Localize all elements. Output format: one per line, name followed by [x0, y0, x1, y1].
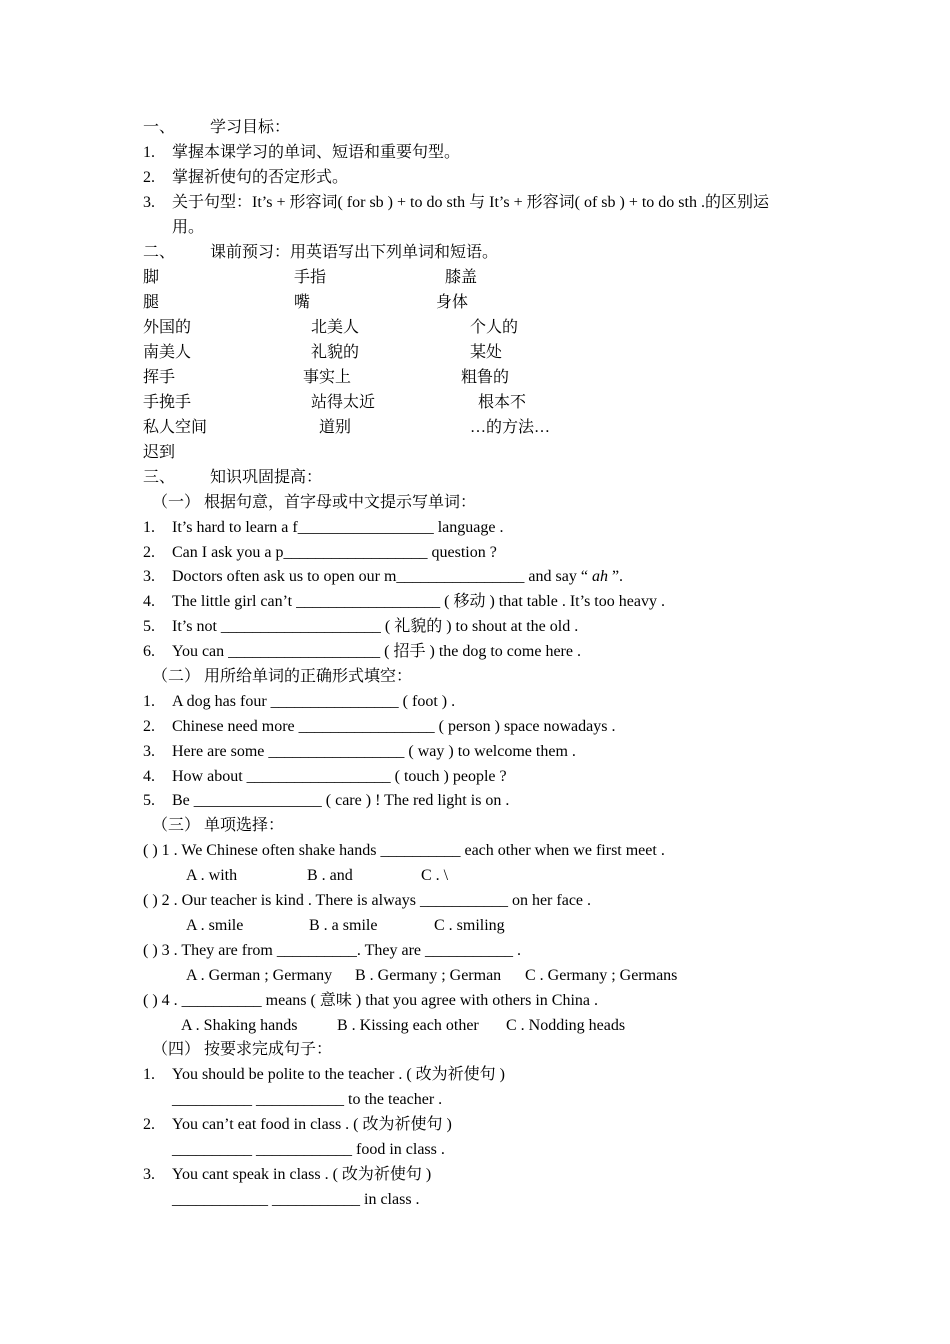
part-1-title: （一） 根据句意，首字母或中文提示写单词：	[152, 494, 477, 511]
vocab-item: …的方法…	[470, 419, 551, 436]
vocab-item: 粗鲁的	[461, 369, 510, 386]
vocab-item: 膝盖	[445, 269, 478, 286]
mc-option: B . Germany ; German	[355, 967, 502, 984]
section-3-marker: 三、	[143, 469, 176, 486]
mc-option: C . smiling	[434, 917, 505, 934]
vocab-item: 私人空间	[143, 419, 208, 436]
vocab-item: 礼貌的	[311, 344, 360, 361]
mc-option: B . a smile	[309, 917, 378, 934]
vocab-item: 事实上	[303, 369, 352, 386]
vocab-item: 根本不	[478, 394, 527, 411]
mc-option: A . with	[186, 867, 238, 884]
section-1-title: 学习目标：	[210, 119, 291, 136]
part-4-title: （四） 按要求完成句子：	[152, 1041, 333, 1058]
vocab-item: 腿	[143, 294, 160, 311]
section-2-marker: 二、	[143, 244, 176, 261]
part-3-title: （三） 单项选择：	[152, 817, 285, 834]
mc-option: C . Germany ; Germans	[525, 967, 678, 984]
vocab-item: 挥手	[143, 369, 176, 386]
vocab-item: 身体	[436, 294, 469, 311]
mc-question-stem: ( ) 1 . We Chinese often shake hands __________ each other when we first meet .	[143, 842, 665, 859]
vocab-item: 个人的	[470, 319, 519, 336]
mc-question-stem: ( ) 2 . Our teacher is kind . There is always ___________ on her face .	[143, 892, 592, 909]
part-2-title: （二） 用所给单词的正确形式填空：	[152, 668, 413, 685]
vocab-item: 嘴	[294, 294, 311, 311]
vocab-item: 北美人	[311, 319, 360, 336]
mc-option: A . smile	[186, 917, 244, 934]
vocab-item: 站得太近	[311, 394, 376, 411]
vocab-item: 脚	[143, 269, 160, 286]
vocab-item: 外国的	[143, 319, 192, 336]
mc-option: C . \	[421, 867, 449, 884]
mc-option: B . and	[307, 867, 353, 884]
mc-question-stem: ( ) 4 . __________ means ( 意味 ) that you agree with others in China .	[143, 992, 599, 1009]
vocab-item: 南美人	[143, 344, 192, 361]
vocab-item: 手指	[294, 269, 327, 286]
section-3-title: 知识巩固提高：	[210, 469, 323, 486]
vocab-item: 手挽手	[143, 394, 192, 411]
vocab-item: 迟到	[143, 444, 176, 461]
mc-question-stem: ( ) 3 . They are from __________. They are ___________ .	[143, 942, 521, 959]
section-1-marker: 一、	[143, 119, 176, 136]
mc-option: A . German ; Germany	[186, 967, 333, 984]
vocab-item: 道别	[319, 419, 352, 436]
vocab-item: 某处	[470, 344, 503, 361]
mc-option: A . Shaking hands	[181, 1017, 298, 1034]
mc-option: C . Nodding heads	[506, 1017, 626, 1034]
mc-option: B . Kissing each other	[337, 1017, 479, 1034]
section-2-title: 课前预习：用英语写出下列单词和短语。	[210, 244, 499, 261]
